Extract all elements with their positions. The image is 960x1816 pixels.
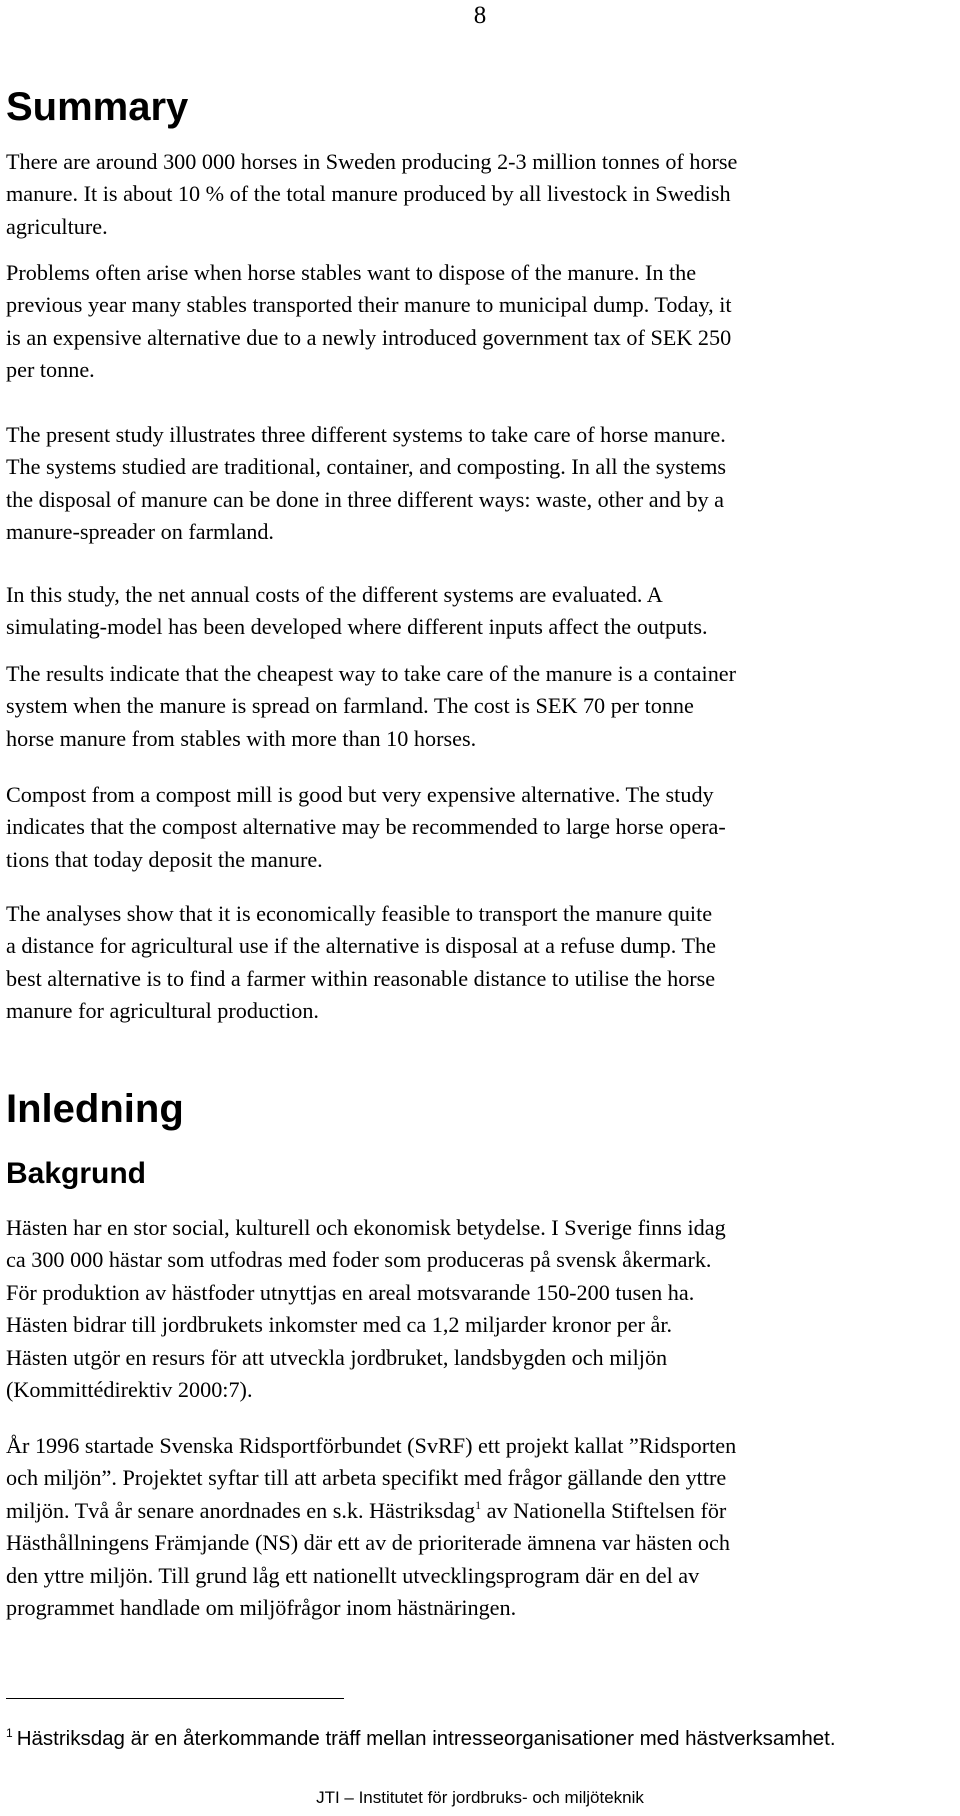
text-line: previous year many stables transported their manure to municipal dump. Today, it	[6, 292, 732, 318]
text-segment: av Nationella Stiftelsen för	[481, 1497, 727, 1523]
text-line: The systems studied are traditional, container, and composting. In all the systems	[6, 454, 727, 480]
text-line: The analyses show that it is economically feasible to transport the manure quite	[6, 901, 713, 926]
text-line: och miljön”. Projektet syftar till att arbeta specifikt med frågor gällande den yttre	[6, 1465, 727, 1491]
summary-paragraph-4	[6, 579, 958, 644]
bakgrund-paragraph-2	[6, 1430, 958, 1624]
text-line: simulating-model has been developed where different inputs affect the outputs.	[6, 614, 708, 640]
summary-paragraph-7	[6, 898, 958, 1028]
text-line: agriculture.	[6, 213, 108, 239]
inledning-heading: Inledning	[6, 1087, 184, 1131]
text-line	[6, 1495, 958, 1527]
text-line: system when the manure is spread on farmland. The cost is SEK 70 per tonne	[6, 693, 694, 719]
text-line: the disposal of manure can be done in three different ways: waste, other and by a	[6, 486, 724, 512]
text-line: In this study, the net annual costs of the different systems are evaluated. A	[6, 582, 663, 607]
page-footer: JTI – Institutet för jordbruks- och miljöteknik	[316, 1788, 644, 1807]
text-line: Hästen har en stor social, kulturell och ekonomisk betydelse. I Sverige finns idag	[6, 1215, 726, 1240]
text-line: tions that today deposit the manure.	[6, 846, 323, 872]
footnote	[6, 1726, 836, 1752]
text-line: manure. It is about 10 % of the total manure produced by all livestock in Swedish	[6, 181, 731, 207]
summary-heading: Summary	[6, 85, 189, 129]
text-line: För produktion av hästfoder utnyttjas en areal motsvarande 150-200 tusen ha.	[6, 1279, 695, 1305]
text-line: Compost from a compost mill is good but very expensive alternative. The study	[6, 782, 714, 807]
text-line: Problems often arise when horse stables want to dispose of the manure. In the	[6, 260, 697, 285]
text-line: Hästen utgör en resurs för att utveckla jordbruket, landsbygden och miljön	[6, 1344, 668, 1370]
text-line: best alternative is to find a farmer within reasonable distance to utilise the horse	[6, 965, 716, 991]
text-line: horse manure from stables with more than 10 horses.	[6, 725, 477, 751]
text-line: Hästhållningens Främjande (NS) där ett av de prioriterade ämnena var hästen och	[6, 1530, 730, 1556]
bakgrund-paragraph-1	[6, 1212, 958, 1406]
text-line: is an expensive alternative due to a newly introduced government tax of SEK 250	[6, 324, 732, 350]
footnote-separator	[6, 1698, 344, 1699]
text-line: The results indicate that the cheapest way to take care of the manure is a container	[6, 661, 737, 686]
summary-paragraph-6	[6, 779, 958, 876]
footnote-number: 1	[6, 1726, 13, 1740]
text-line: a distance for agricultural use if the alternative is disposal at a refuse dump. The	[6, 933, 716, 959]
text-line: manure for agricultural production.	[6, 998, 319, 1024]
summary-paragraph-2	[6, 257, 958, 387]
summary-paragraph-5	[6, 658, 958, 755]
text-line: Hästen bidrar till jordbrukets inkomster med ca 1,2 miljarder kronor per år.	[6, 1312, 673, 1338]
text-line: ca 300 000 hästar som utfodras med foder som produceras på svensk åkermark.	[6, 1247, 712, 1273]
footnote-reference[interactable]: 1	[475, 1497, 482, 1512]
page-number: 8	[473, 2, 487, 29]
text-line: The present study illustrates three different systems to take care of horse manure.	[6, 422, 726, 447]
text-line: per tonne.	[6, 357, 95, 383]
text-line: (Kommittédirektiv 2000:7).	[6, 1377, 253, 1403]
summary-paragraph-1	[6, 146, 958, 243]
bakgrund-subheading: Bakgrund	[6, 1157, 147, 1190]
text-segment: miljön. Två år senare anordnades en s.k. Hästriksdag	[6, 1497, 476, 1523]
text-line: År 1996 startade Svenska Ridsportförbundet (SvRF) ett projekt kallat ”Ridsporten	[6, 1433, 737, 1458]
text-line: den yttre miljön. Till grund låg ett nationellt utvecklingsprogram där en del av	[6, 1562, 700, 1588]
text-line: manure-spreader on farmland.	[6, 519, 274, 545]
text-line: There are around 300 000 horses in Sweden producing 2-3 million tonnes of horse	[6, 149, 738, 174]
footnote-text: Hästriksdag är en återkommande träff mellan intresseorganisationer med hästverksamhet.	[16, 1727, 836, 1750]
summary-paragraph-3	[6, 419, 958, 549]
text-line: programmet handlade om miljöfrågor inom hästnäringen.	[6, 1595, 517, 1621]
text-line: indicates that the compost alternative may be recommended to large horse opera-	[6, 814, 726, 840]
